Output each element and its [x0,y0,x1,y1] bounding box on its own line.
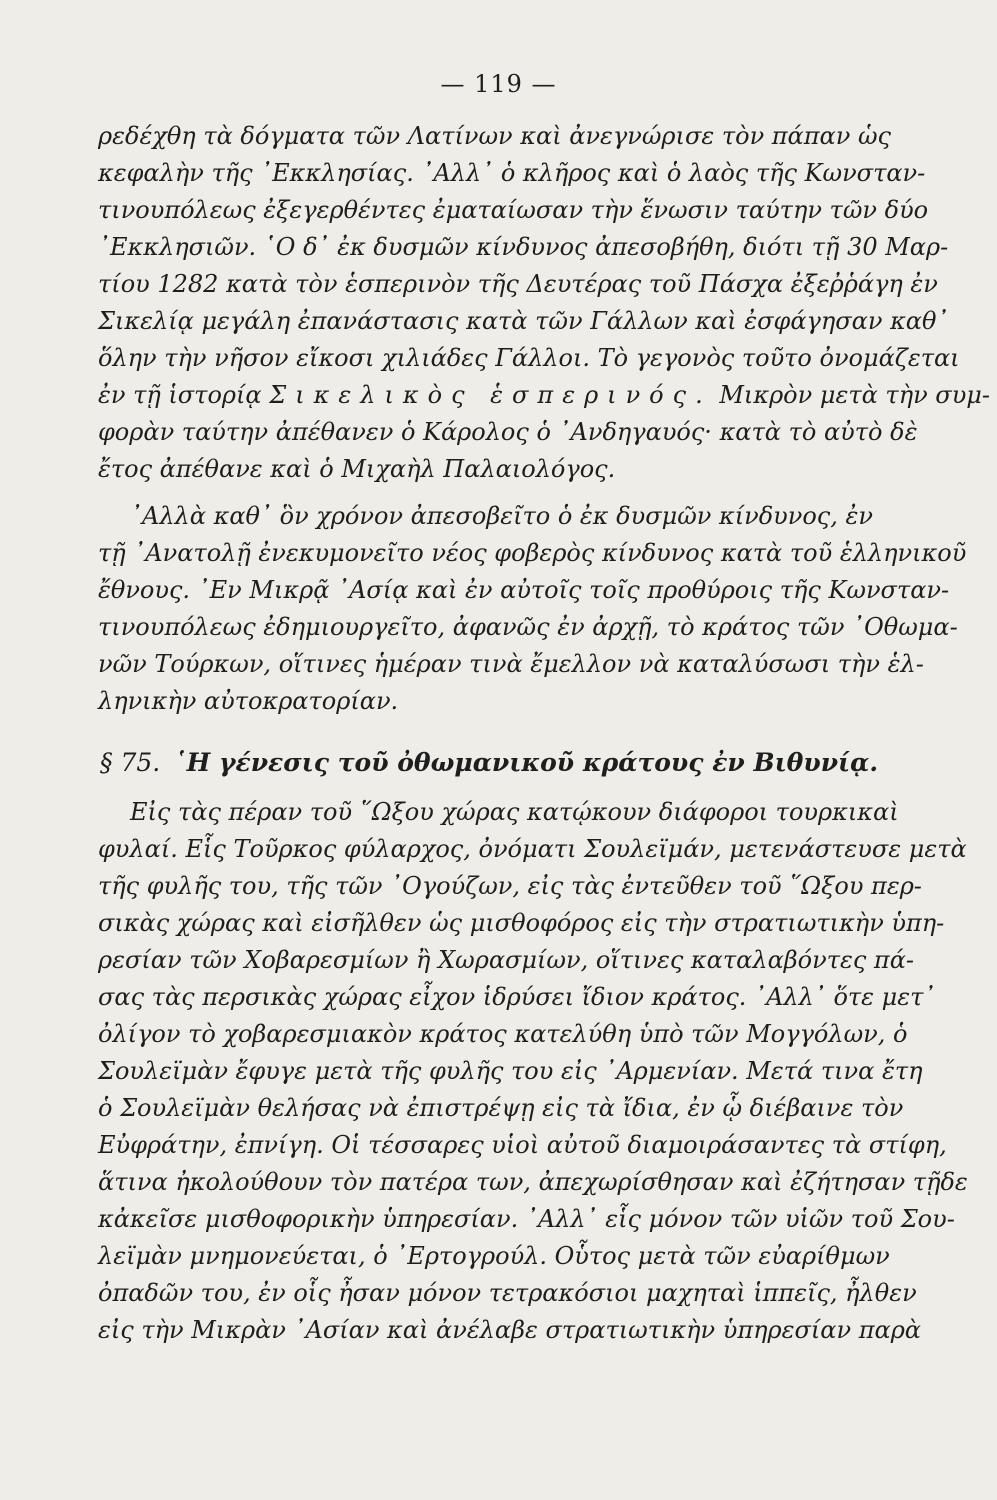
text-line: κἀκεῖσε μισθοφορικὴν ὑπηρεσίαν. ᾿Αλλ᾿ εἷς μόνον τῶν υἱῶν τοῦ Σου- [98,1205,955,1233]
section-number: § 75. [100,748,161,777]
text-line-spaced [98,381,990,409]
text-line: σας τὰς περσικὰς χώρας εἶχον ἱδρύσει ἴδιον κράτος. ᾿Αλλ᾿ ὅτε μετ᾿ [98,983,936,1011]
text-line: ὀλίγον τὸ χοβαρεσμιακὸν κράτος κατελύθη ὑπὸ τῶν Μογγόλων, ὁ [98,1020,908,1048]
text-line: τινουπόλεως ἐξεγερθέντες ἐματαίωσαν τὴν ἕνωσιν ταύτην τῶν δύο [98,196,929,224]
text-line: ἔτος ἀπέθανε καὶ ὁ Μιχαὴλ Παλαιολόγος. [98,455,616,483]
text-line: ᾿Αλλὰ καθ᾿ ὃν χρόνον ἀπεσοβεῖτο ὁ ἐκ δυσμῶν κίνδυνος, ἐν [130,502,873,530]
text-line: Εἰς τὰς πέραν τοῦ ῞Ωξου χώρας κατῴκουν διάφοροι τουρκικαὶ [130,798,899,826]
text-line: ληνικὴν αὐτοκρατορίαν. [98,687,399,715]
text-line: Εὐφράτην, ἐπνίγη. Οἱ τέσσαρες υἱοὶ αὐτοῦ διαμοιράσαντες τὰ στίφη, [98,1131,947,1159]
text-line: λεϊμὰν μνημονεύεται, ὁ ᾿Ερτογρούλ. Οὗτος μετὰ τῶν εὐαρίθμων [98,1242,890,1270]
text-line: ὅλην τὴν νῆσον εἴκοσι χιλιάδες Γάλλοι. Τὸ γεγονὸς τοῦτο ὀνομάζεται [98,344,960,372]
text-line: ᾿Εκκλησιῶν. ῾Ο δ᾿ ἐκ δυσμῶν κίνδυνος ἀπεσοβήθη, διότι τῇ 30 Μαρ- [98,233,949,261]
spaced-term: Σικελικὸς ἑσπερινός. [269,381,712,409]
text-line: τῇ ᾿Ανατολῇ ἐνεκυμονεῖτο νέος φοβερὸς κίνδυνος κατὰ τοῦ ἑλληνικοῦ [98,539,967,567]
text-segment: Μικρὸν μετὰ τὴν συμ- [719,381,990,409]
text-line: ἅτινα ἠκολούθουν τὸν πατέρα των, ἀπεχωρίσθησαν καὶ ἐζήτησαν τῇδε [98,1168,968,1196]
text-line: φυλαί. Εἷς Τοῦρκος φύλαρχος, ὀνόματι Σουλεϊμάν, μετενάστευσε μετὰ [98,835,967,863]
text-line: σικὰς χώρας καὶ εἰσῆλθεν ὡς μισθοφόρος εἰς τὴν στρατιωτικὴν ὑπη- [98,909,945,937]
text-line: ὁ Σουλεϊμὰν θελήσας νὰ ἐπιστρέψῃ εἰς τὰ ἴδια, ἐν ᾧ διέβαινε τὸν [98,1094,904,1122]
section-title: ῾Η γένεσις τοῦ ὀθωμανικοῦ κράτους ἐν Βιθυνίᾳ. [174,748,879,777]
text-line: τινουπόλεως ἐδημιουργεῖτο, ἀφανῶς ἐν ἀρχῇ, τὸ κράτος τῶν ᾿Οθωμα- [98,613,958,641]
text-segment: ἐν τῇ ἱστορίᾳ [98,381,262,409]
page-number: — 119 — [440,70,557,98]
text-line: ἔθνους. ᾿Εν Μικρᾷ ᾿Ασίᾳ καὶ ἐν αὐτοῖς τοῖς προθύροις τῆς Κωνσταν- [98,576,950,604]
text-line: κεφαλὴν τῆς ᾿Εκκλησίας. ᾿Αλλ᾿ ὁ κλῆρος καὶ ὁ λαὸς τῆς Κωνσταν- [98,159,926,187]
text-line: τῆς φυλῆς του, τῆς τῶν ᾿Ογούζων, εἰς τὰς ἐντεῦθεν τοῦ ῞Ωξου περ- [98,872,922,900]
text-line: τίου 1282 κατὰ τὸν ἑσπερινὸν τῆς Δευτέρας τοῦ Πάσχα ἐξεῤῥάγη ἐν [98,270,938,298]
text-line: εἰς τὴν Μικρὰν ᾿Ασίαν καὶ ἀνέλαβε στρατιωτικὴν ὑπηρεσίαν παρὰ [98,1316,922,1344]
text-line: ὀπαδῶν του, ἐν οἷς ἦσαν μόνον τετρακόσιοι μαχηταὶ ἱππεῖς, ἦλθεν [98,1279,917,1307]
section-heading [100,748,879,777]
text-line: Σικελίᾳ μεγάλη ἐπανάστασις κατὰ τῶν Γάλλων καὶ ἐσφάγησαν καθ᾿ [98,307,949,335]
text-line: νῶν Τούρκων, οἵτινες ἡμέραν τινὰ ἔμελλον νὰ καταλύσωσι τὴν ἑλ- [98,650,924,678]
text-line: Σουλεϊμὰν ἔφυγε μετὰ τῆς φυλῆς του εἰς ᾿Αρμενίαν. Μετά τινα ἔτη [98,1057,923,1085]
text-line: φορὰν ταύτην ἀπέθανεν ὁ Κάρολος ὁ ᾿Ανδηγαυός· κατὰ τὸ αὐτὸ δὲ [98,418,918,446]
text-line: ρεσίαν τῶν Χοβαρεσμίων ἢ Χωρασμίων, οἵτινες καταλαβόντες πά- [98,946,915,974]
text-line: ρεδέχθη τὰ δόγματα τῶν Λατίνων καὶ ἀνεγνώρισε τὸν πάπαν ὡς [98,122,891,150]
